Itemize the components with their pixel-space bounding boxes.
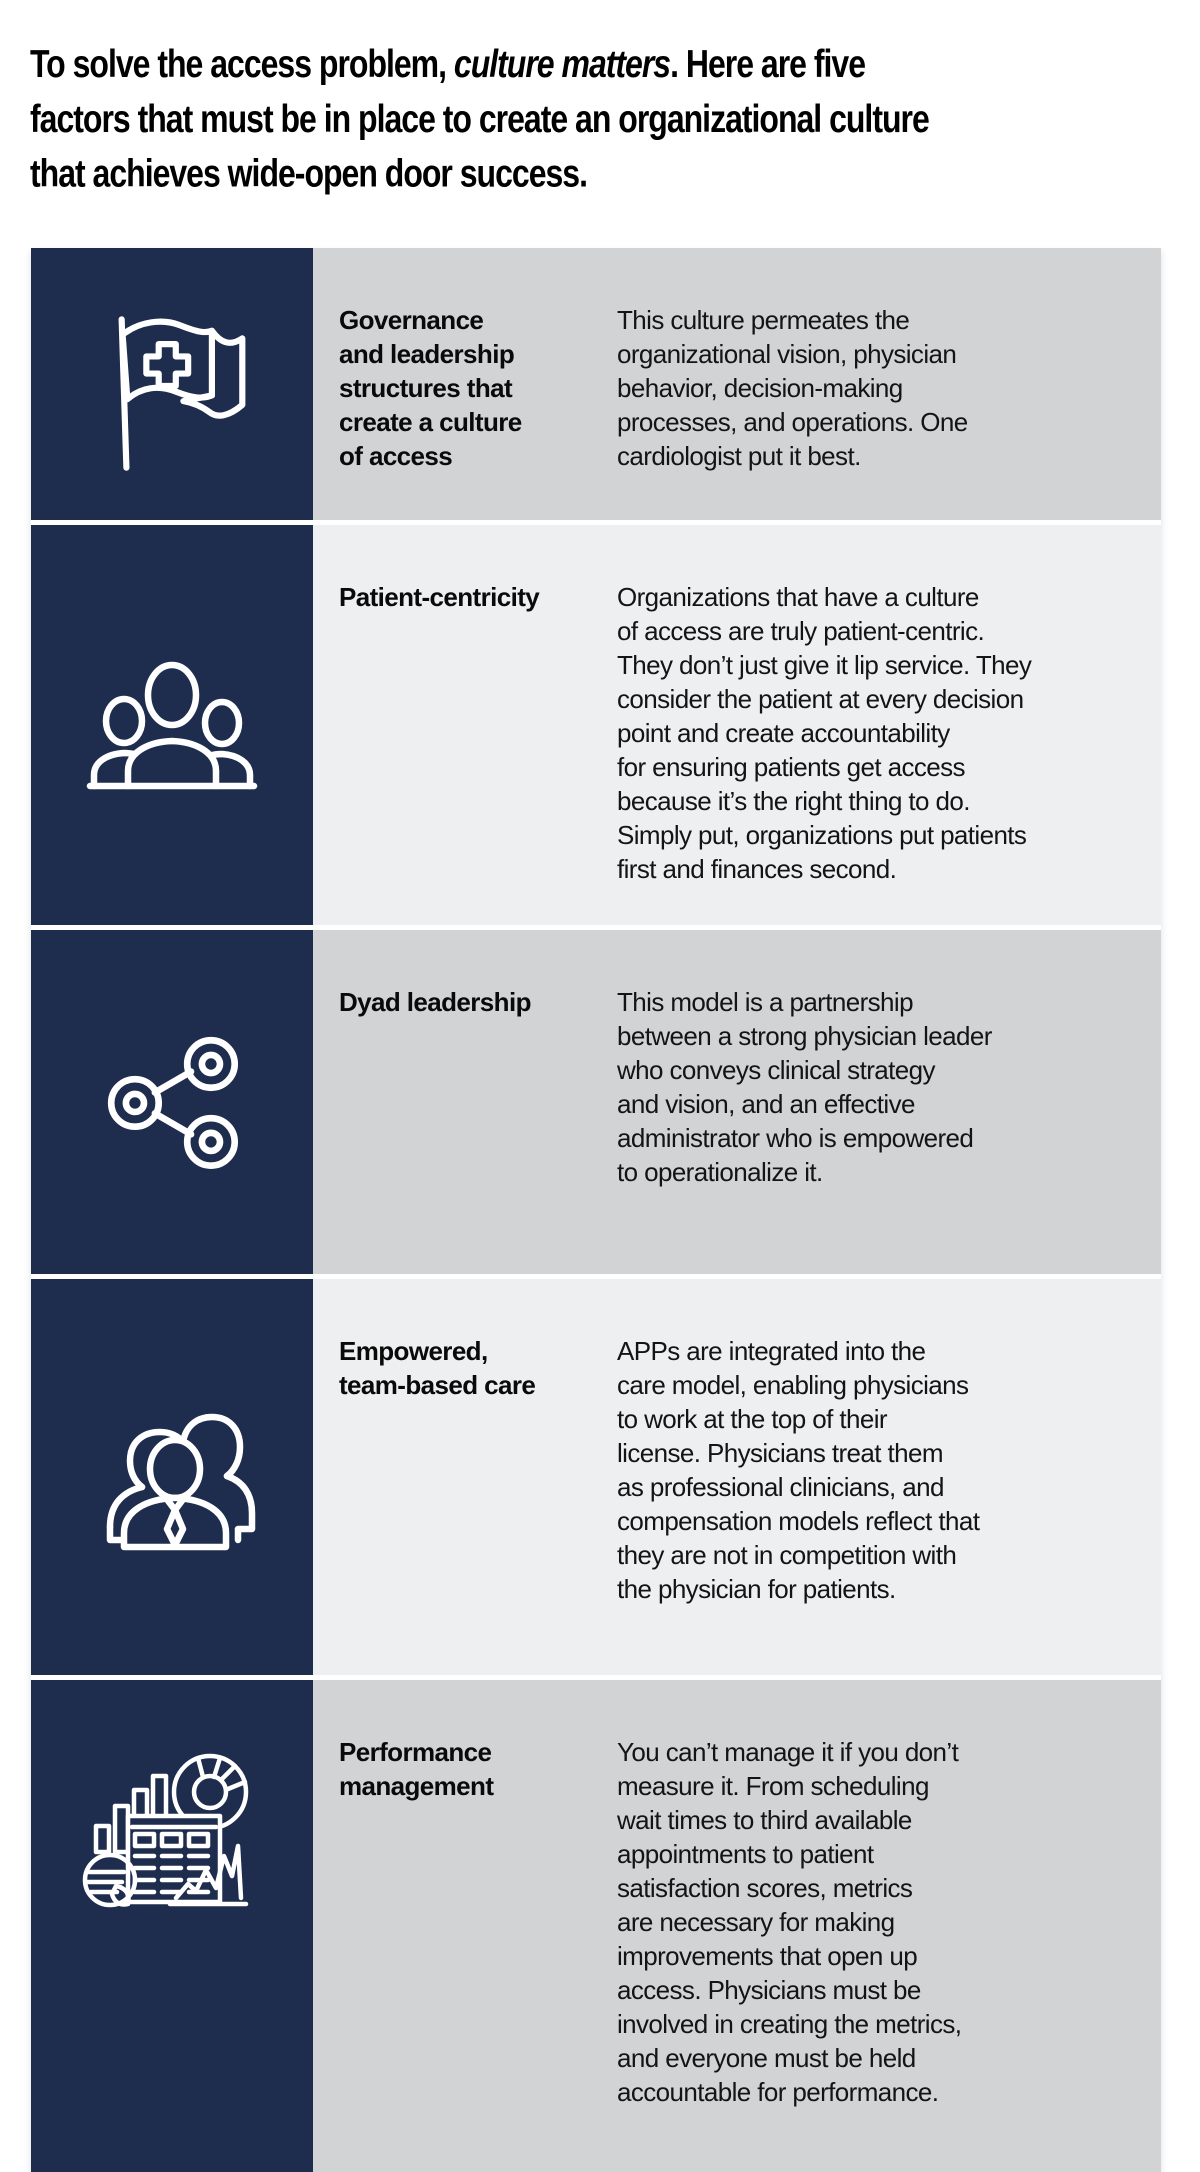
title-cell	[313, 1279, 559, 1675]
performance-dashboard-icon	[72, 1728, 272, 1928]
description-cell	[559, 525, 1161, 925]
table-row-governance	[31, 248, 1161, 520]
icon-cell	[31, 930, 313, 1274]
table-row-dyad-leadership	[31, 930, 1161, 1274]
intro-text: . Here are five	[670, 41, 865, 86]
row-description: This culture permeates the organizational vision, physician behavior, decision-making processes, and operations. One cardiologist put it best.	[617, 305, 968, 471]
description-cell	[559, 1680, 1161, 2172]
description-cell	[559, 930, 1161, 1274]
intro-line-3: that achieves wide-open door success.	[30, 151, 587, 196]
description-cell	[559, 1279, 1161, 1675]
row-title: Empowered, team-based care	[339, 1336, 536, 1400]
title-cell	[313, 1680, 559, 2172]
description-cell	[559, 248, 1161, 520]
title-cell	[313, 525, 559, 925]
share-network-icon	[77, 1007, 267, 1197]
icon-cell	[31, 1680, 313, 2172]
intro-text: To solve the access problem,	[30, 41, 454, 86]
table-row-performance-management	[31, 1680, 1161, 2172]
row-title: Governance and leadership structures that create a culture of access	[339, 305, 522, 471]
medical-flag-icon	[77, 284, 267, 484]
row-description: You can’t manage it if you don’t measure it. From scheduling wait times to third available appointments to patient satisfaction scores, metrics are necessary for making improvements that open up access. Physicians must be involved in creating the metrics, and everyone must be held accountable for performance.	[617, 1737, 962, 2107]
icon-cell	[31, 525, 313, 925]
row-description: APPs are integrated into the care model, enabling physicians to work at the top of their license. Physicians treat them as professional clinicians, and compensation models reflect that they are not in competition with the physician for patients.	[617, 1336, 980, 1604]
culture-factors-table	[31, 248, 1161, 2172]
title-cell	[313, 930, 559, 1274]
row-title: Patient-centricity	[339, 582, 540, 612]
table-row-team-based-care	[31, 1279, 1161, 1675]
row-description: Organizations that have a culture of access are truly patient-centric. They don’t just give it lip service. They consider the patient at every decision point and create accountability for ensuring patients get access because it’s the right thing to do. Simply put, organizations put patients first and finances second.	[617, 582, 1032, 884]
icon-cell	[31, 248, 313, 520]
people-group-icon	[72, 625, 272, 825]
title-cell	[313, 248, 559, 520]
care-team-icon	[72, 1377, 272, 1577]
icon-cell	[31, 1279, 313, 1675]
row-description: This model is a partnership between a strong physician leader who conveys clinical strategy and vision, and an effective administrator who is empowered to operationalize it.	[617, 987, 992, 1187]
row-title: Performance management	[339, 1737, 494, 1801]
intro-line-1	[30, 37, 1172, 92]
row-title: Dyad leadership	[339, 987, 531, 1017]
intro-italic-text: culture matters	[453, 41, 671, 86]
table-row-patient-centricity	[31, 525, 1161, 925]
intro-line-2: factors that must be in place to create an organizational culture	[30, 96, 929, 141]
intro-header	[0, 0, 1200, 201]
